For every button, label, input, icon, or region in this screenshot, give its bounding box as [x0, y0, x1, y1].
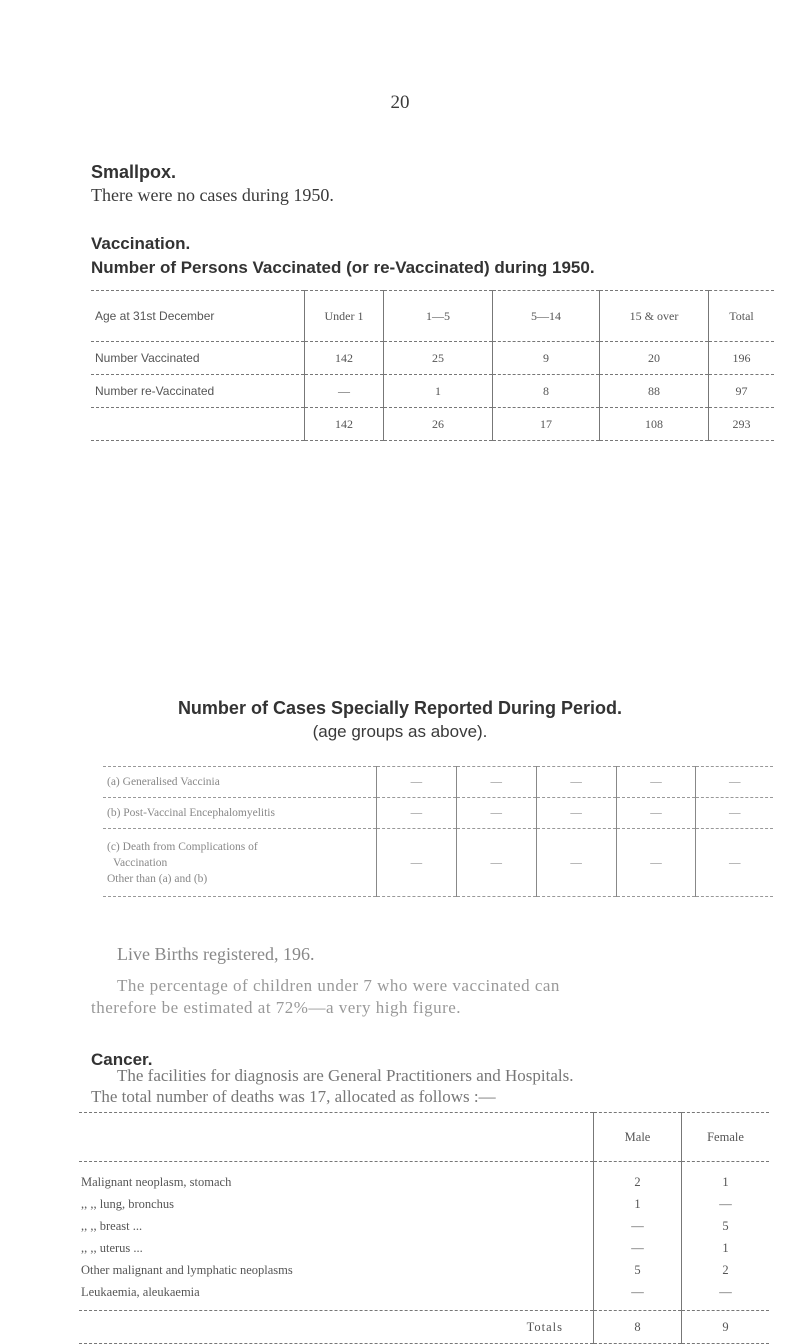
table-row [103, 798, 773, 829]
table-row [91, 342, 774, 375]
table-row [79, 1281, 769, 1311]
table-cell: — [594, 1237, 682, 1259]
table-cell: — [377, 767, 457, 798]
table-header-cell: Total [709, 291, 775, 342]
table-cell: 1 [682, 1237, 770, 1259]
table-cell: — [594, 1215, 682, 1237]
table-header-cell: Male [594, 1113, 682, 1162]
table-cell: — [696, 829, 773, 897]
row-label: ,, ,, lung, bronchus [81, 1196, 175, 1211]
table-cell: 26 [384, 408, 493, 441]
table-total-row [91, 408, 774, 441]
table-cell: 25 [384, 342, 493, 375]
table-cell: 20 [600, 342, 709, 375]
table-header-cell: Female [682, 1113, 770, 1162]
live-births-line: Live Births registered, 196. [117, 944, 315, 964]
table-row [79, 1237, 769, 1259]
row-label-line: Other than (a) and (b) [107, 872, 208, 885]
totals-row [79, 1311, 769, 1344]
row-label: Number re-Vaccinated [91, 375, 305, 408]
special-cases-heading: Number of Cases Specially Reported During Period. [177, 698, 623, 718]
table-row [103, 767, 773, 798]
table-cell: — [682, 1281, 770, 1311]
table-cell: 88 [600, 375, 709, 408]
table-cell: — [696, 798, 773, 829]
table-cell: — [456, 798, 536, 829]
row-label: Number Vaccinated [91, 342, 305, 375]
table-header-cell [79, 1113, 594, 1162]
table-cell: 142 [305, 408, 384, 441]
row-label-line: (c) Death from Complications of [107, 840, 258, 853]
table-row [79, 1259, 769, 1281]
table-cell: — [594, 1281, 682, 1311]
row-label [103, 829, 377, 897]
special-cases-subheading: (age groups as above). [312, 722, 488, 741]
table-row [91, 375, 774, 408]
table-cell: 196 [709, 342, 775, 375]
smallpox-heading: Smallpox. [91, 162, 177, 182]
cancer-heading: Cancer. [91, 1050, 153, 1069]
table-row [79, 1162, 769, 1194]
table-row [79, 1193, 769, 1215]
cancer-table [79, 1112, 769, 1344]
table-cell: — [536, 767, 616, 798]
table-cell: — [377, 798, 457, 829]
table-cell: 17 [493, 408, 600, 441]
table-header-cell: 15 & over [600, 291, 709, 342]
table-cell: — [536, 798, 616, 829]
totals-female: 9 [682, 1311, 770, 1344]
special-cases-table [103, 766, 773, 897]
table-cell: — [456, 829, 536, 897]
row-label: ,, ,, breast ... [81, 1218, 143, 1233]
row-label: Other malignant and lymphatic neoplasms [81, 1262, 293, 1277]
table-header-cell: Age at 31st December [91, 291, 305, 342]
totals-label: Totals [79, 1311, 594, 1344]
table-cell: 1 [682, 1162, 770, 1194]
page-number: 20 [390, 92, 410, 113]
table-cell: — [377, 829, 457, 897]
table-cell: 293 [709, 408, 775, 441]
table-cell: 5 [594, 1259, 682, 1281]
table-cell: 2 [594, 1162, 682, 1194]
table-row [103, 829, 773, 897]
vaccination-heading: Vaccination. [91, 234, 191, 253]
table-cell: 5 [682, 1215, 770, 1237]
cancer-line1: The facilities for diagnosis are General Practitioners and Hospitals. [117, 1066, 574, 1085]
table-cell: 2 [682, 1259, 770, 1281]
table-row [79, 1215, 769, 1237]
table-cell: — [616, 767, 696, 798]
table-header-cell: 5—14 [493, 291, 600, 342]
table-cell: — [536, 829, 616, 897]
live-births-para-line2: therefore be estimated at 72%—a very high figure. [91, 998, 462, 1017]
table-header-cell: 1—5 [384, 291, 493, 342]
row-label-line: Vaccination [113, 856, 168, 869]
row-label [91, 408, 305, 441]
table-cell: — [616, 829, 696, 897]
smallpox-text: There were no cases during 1950. [91, 185, 334, 205]
cancer-line2: The total number of deaths was 17, allocated as follows :— [91, 1087, 496, 1106]
table-cell: 9 [493, 342, 600, 375]
table-cell: 97 [709, 375, 775, 408]
vaccination-subheading: Number of Persons Vaccinated (or re-Vaccinated) during 1950. [91, 258, 595, 277]
table-cell: — [616, 798, 696, 829]
table-cell: — [696, 767, 773, 798]
table-cell: 1 [384, 375, 493, 408]
table-cell: — [305, 375, 384, 408]
row-label: Leukaemia, aleukaemia [81, 1284, 200, 1299]
totals-male: 8 [594, 1311, 682, 1344]
row-label: (b) Post-Vaccinal Encephalomyelitis [103, 798, 377, 829]
table-cell: 108 [600, 408, 709, 441]
table-cell: — [682, 1193, 770, 1215]
live-births-para-line1: The percentage of children under 7 who were vaccinated can [117, 976, 560, 995]
table-cell: — [456, 767, 536, 798]
row-label: Malignant neoplasm, stomach [81, 1174, 232, 1189]
table-cell: 8 [493, 375, 600, 408]
row-label: ,, ,, uterus ... [81, 1240, 143, 1255]
vaccination-table [91, 290, 774, 441]
table-header-row [79, 1113, 769, 1162]
table-header-cell: Under 1 [305, 291, 384, 342]
table-header-row [91, 291, 774, 342]
row-label: (a) Generalised Vaccinia [103, 767, 377, 798]
table-cell: 142 [305, 342, 384, 375]
table-cell: 1 [594, 1193, 682, 1215]
